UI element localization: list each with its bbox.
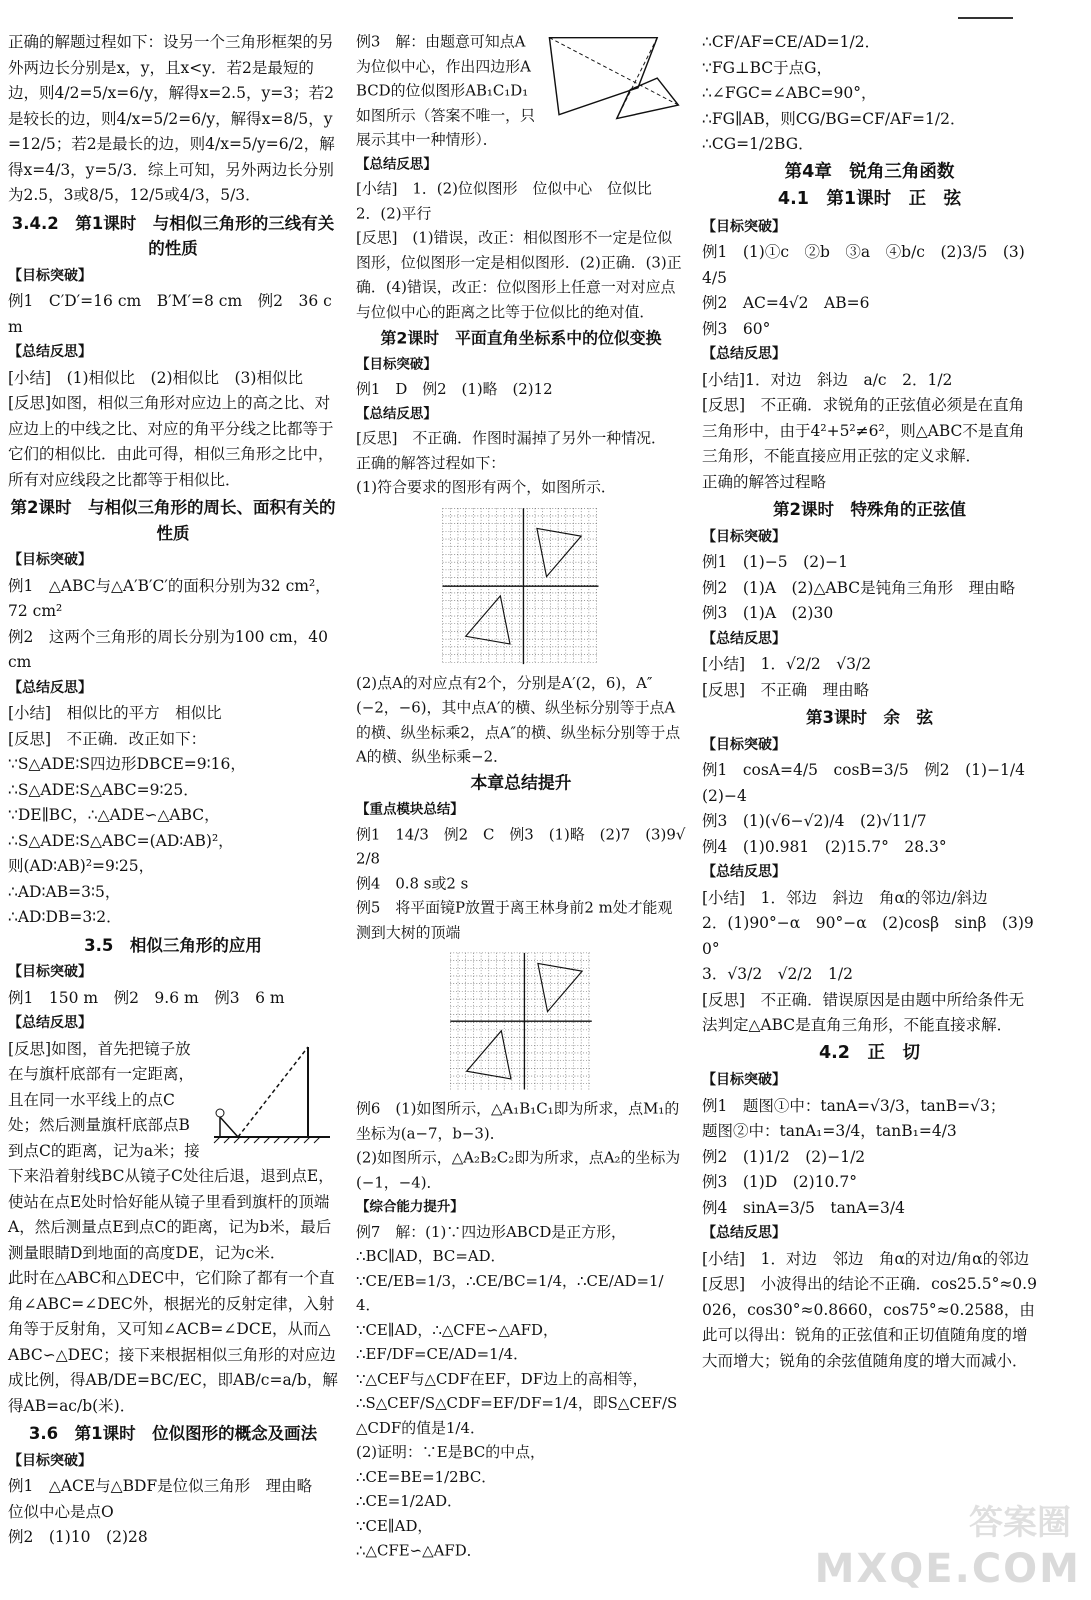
col2-text-line: ∴CE=1/2AD． [356, 1492, 462, 1511]
col1-text-line: [反思]如图，首先把镜子放在与旗杆底部有一定距离，且在同一水平线上的点C处；然后测量旗杆底部点B到点C的距离，记为a米；接下来沿着射线BC从镜子C处往后退，退到点E，使站在点E处时恰好能从镜子里看到旗杆的顶端A，然后测量点E到点C的距离，记为b米，最后测量眼睛D到地面的高度DE，记为c米． [8, 1039, 334, 1262]
col2-section-tag: 【综合能力提升】 [356, 1199, 464, 1215]
col3-text-line: ∴CG=1/2BG． [702, 135, 814, 153]
col3-text-line: [小结] 1．√2/2 √3/2 [702, 655, 872, 673]
col2-text-line: 例6 (1)如图所示，△A₁B₁C₁即为所求，点M₁的坐标为(a−7，b−3)． [356, 1100, 680, 1142]
col2-text-line: (1)符合要求的图形有两个，如图所示． [356, 478, 616, 496]
col1-text-line: [小结] 相似比的平方 相似比 [8, 704, 222, 722]
col3-text-line: 例1 cosA=4/5 cosB=3/5 例2 (1)−1/4 (2)−4 [702, 761, 1041, 805]
top-rule [958, 17, 1013, 19]
col3-section-tag: 【总结反思】 [702, 864, 786, 880]
col3-text-line: ∴CF/AF=CE/AD=1/2． [702, 33, 881, 51]
col3-text-line: 例2 (1)1/2 (2)−1/2 [702, 1147, 866, 1166]
col3-text-line: 例2 (1)A (2)△ABC是钝角三角形 理由略 [702, 578, 1016, 597]
col2-text-line: (2)如图所示，△A₂B₂C₂即为所求，点A₂的坐标为(−1，−4)． [356, 1149, 681, 1192]
col2-text-line: 例1 D 例2 (1)略 (2)12 [356, 380, 553, 398]
col1-text-line: ∴AD∶DB=3∶2． [8, 908, 122, 926]
col1-heading: 第2课时 与相似三角形的周长、面积有关的性质 [10, 498, 336, 543]
col2-section-tag: 【总结反思】 [356, 156, 437, 172]
col1-text-line: ∴AD∶AB=3∶5， [8, 882, 121, 901]
col3-section-tag: 【总结反思】 [702, 630, 786, 647]
col2-text-line: [小结] 1．(2)位似图形 位似中心 位似比 [356, 180, 652, 198]
column-1 [8, 30, 338, 1551]
col3-text-line: [反思] 不正确．错误原因是由题中所给条件无法判定△ABC是直角三角形，不能直接求解． [702, 990, 1025, 1034]
col2-section-tag: 【重点模块总结】 [356, 801, 464, 818]
col2-heading: 本章总结提升 [470, 773, 572, 793]
col1-text-line: 位似中心是点O [8, 1502, 114, 1521]
col3-section-tag: 【目标突破】 [702, 528, 786, 545]
col3-text-line: 例3 60° [702, 319, 771, 338]
col1-text-line: 例1 △ABC与△A′B′C′的面积分别为32 cm²，72 cm² [8, 576, 331, 620]
col1-section-tag: 【总结反思】 [8, 679, 92, 696]
col3-text-line: 例3 (1)A (2)30 [702, 604, 834, 622]
col1-section-tag: 【目标突破】 [8, 267, 92, 284]
col2-text-line: ∵CE∥AD，∴△CFE∽△AFD， [356, 1320, 558, 1339]
col1-text-line: ∵DE∥BC，∴△ADE∽△ABC， [8, 806, 220, 824]
col2-text-line: ∴△CFE∽△AFD． [356, 1541, 482, 1560]
col2-text-line: 正确的解答过程如下： [356, 453, 506, 472]
col3-text-line: 3．√3/2 √2/2 1/2 [702, 965, 853, 983]
col3-text-line: ∵FG⊥BC于点G， [702, 58, 832, 77]
col2-text-line: ∴CE=BE=1/2BC． [356, 1468, 497, 1486]
col3-heading: 4.1 第1课时 正 弦 [777, 189, 962, 209]
col3-section-tag: 【目标突破】 [702, 736, 786, 753]
watermark-cn: 答案圈 [969, 1503, 1071, 1543]
col2-text-line: [反思] 不正确．作图时漏掉了另外一种情况． [356, 429, 666, 447]
col3-text-line: 例2 AC=4√2 AB=6 [702, 294, 870, 312]
watermark: MXQE.COM [814, 1546, 1081, 1592]
col3-heading: 第3课时 余 弦 [806, 708, 933, 727]
col2-text-line: ∵△CEF与△CDF在EF，DF边上的高相等， [356, 1370, 648, 1388]
col3-text-line: [小结] 1．邻边 斜边 角α的邻边/斜边 [702, 888, 988, 907]
col1-heading: 3.6 第1课时 位似图形的概念及画法 [28, 1424, 318, 1443]
col1-text-line: 此时在△ABC和△DEC中，它们除了都有一个直角∠ABC=∠DEC外，根据光的反射定律，入射角等于反射角，又可知∠ACB=∠DCE，从而△ABC∽△DEC；接下来根据相似三角形的对应边成比例，得AB/DE=BC/EC，即AB/c=a/b，解得AB=ac/b(米)． [8, 1269, 338, 1415]
col1-section-tag: 【总结反思】 [8, 344, 92, 360]
col1-text-line: 例2 这两个三角形的周长分别为100 cm，40 cm [8, 627, 328, 671]
col1-text-line: [反思] 不正确．改正如下： [8, 729, 207, 748]
col2-text-line: ∵CE/EB=1/3，∴CE/BC=1/4，∴CE/AD=1/4． [356, 1271, 664, 1314]
coordinate-grid-1 [439, 504, 603, 668]
col1-text-line: ∵S△ADE∶S四边形DBCE=9∶16， [8, 755, 246, 773]
col1-text-line: 例1 △ACE与△BDF是位似三角形 理由略 [8, 1477, 313, 1495]
col2-text-line: 例7 解：(1)∵四边形ABCD是正方形， [356, 1222, 626, 1241]
col3-text-line: 例1 (1)①c ②b ③a ④b/c (2)3/5 (3)4/5 [702, 243, 1025, 287]
col3-section-tag: 【总结反思】 [702, 346, 786, 362]
col1-heading: 3.5 相似三角形的应用 [84, 935, 262, 955]
col3-text-line: 例1 题图①中：tanA=√3/3，tanB=√3； [702, 1096, 1006, 1115]
col2-text-line: ∵CE∥AD， [356, 1517, 433, 1535]
col1-text-line: 例1 C′D′=16 cm B′M′=8 cm 例2 36 cm [8, 292, 332, 336]
col3-text-line: 例1 (1)−5 (2)−1 [702, 553, 848, 571]
col2-section-tag: 【总结反思】 [356, 405, 437, 422]
col2-text-line: 例1 14/3 例2 C 例3 (1)略 (2)7 (3)9√2/8 [356, 825, 686, 868]
col3-text-line: [反思] 小波得出的结论不正确．cos25.5°≈0.9026，cos30°≈0.8660，cos75°≈0.2588，由此可以得出：锐角的正弦值和正切值随角度的增大而增大；锐角的余弦值随角度的增大而减小． [702, 1275, 1037, 1370]
col3-text-line: ∴FG∥AB，则CG/BG=CF/AF=1/2． [702, 109, 966, 128]
col3-text-line: [小结]1．对边 斜边 a/c 2．1/2 [702, 370, 953, 389]
col3-text-line: [反思] 不正确．求锐角的正弦值必须是在直角三角形中，由于4²+5²≠6²，则△ABC不是直角三角形，不能直接应用正弦的定义求解． [702, 396, 1025, 465]
col3-heading: 4.2 正 切 [818, 1042, 920, 1063]
col3-section-tag: 【目标突破】 [702, 218, 786, 235]
col2-text-line: ∴S△CEF/S△CDF=EF/DF=1/4，即S△CEF/S△CDF的值是1/4． [356, 1394, 678, 1437]
col2-text-line: (2)证明：∵E是BC的中点， [356, 1443, 545, 1461]
col3-text-line: 例4 sinA=3/5 tanA=3/4 [702, 1198, 905, 1217]
col2-text-line: 2．(2)平行 [356, 204, 432, 222]
col1-text-line: 正确的解题过程如下：设另一个三角形框架的另外两边长分别是x，y，且x<y．若2是最短的边，则4/2=5/x=6/y，解得x=2.5，y=3；若2是较长的边，则4/x=5/2=6/y，解得x=8/5，y=12/5；若2是最长的边，则4/x=5/y=6/2，解得x=4/3，y=5/3．综上可知，另外两边长分别为2.5，3或8/5，12/5或4/3，5/3． [8, 33, 335, 204]
col2-text-line: ∴BC∥AD，BC=AD． [356, 1247, 506, 1265]
col3-text-line: 正确的解答过程略 [702, 472, 827, 491]
col1-text-line: 例2 (1)10 (2)28 [8, 1528, 148, 1546]
col2-text-line: 例4 0.8 s或2 s [356, 874, 469, 892]
column-3 [702, 30, 1041, 1374]
col3-text-line: [反思] 不正确 理由略 [702, 680, 870, 699]
col1-text-line: 则(AD∶AB)²=9∶25， [8, 857, 155, 875]
col1-text-line: ∴S△ADE∶S△ABC=9∶25． [8, 780, 199, 799]
col1-text-line: ∴S△ADE∶S△ABC=(AD∶AB)²， [8, 831, 234, 850]
col3-text-line: [小结] 1．对边 邻边 角α的对边/角α的邻边 [702, 1249, 1030, 1268]
col3-text-line: 2．(1)90°−α 90°−α (2)cosβ sinβ (3)90° [702, 914, 1034, 958]
col1-section-tag: 【目标突破】 [8, 1452, 92, 1469]
col3-text-line: 题图②中：tanA₁=3/4，tanB₁=4/3 [702, 1122, 957, 1140]
coordinate-grid-2 [446, 949, 595, 1093]
col1-text-line: [小结] (1)相似比 (2)相似比 (3)相似比 [8, 368, 303, 387]
col2-section-tag: 【目标突破】 [356, 356, 437, 373]
homothety-figure [542, 30, 686, 126]
col2-text-line: ∴EF/DF=CE/AD=1/4． [356, 1345, 529, 1363]
col3-text-line: 例3 (1)(√6−√2)/4 (2)√11/7 [702, 812, 927, 830]
col1-section-tag: 【总结反思】 [8, 1015, 92, 1031]
col2-text-line: [反思] (1)错误，改正：相似图形不一定是位似图形，位似图形一定是相似图形．(2)正确．(3)正确．(4)错误，改正：位似图形上任意一对对应点与位似中心的距离之比等于位似比的绝对值． [356, 229, 682, 321]
col3-section-tag: 【目标突破】 [702, 1072, 786, 1088]
col1-section-tag: 【目标突破】 [8, 964, 92, 980]
col3-text-line: 例4 (1)0.981 (2)15.7° 28.3° [702, 837, 947, 856]
col1-text-line: 例1 150 m 例2 9.6 m 例3 6 m [8, 988, 285, 1007]
mirror-diagram [208, 1037, 338, 1157]
col2-text-line: (2)点A的对应点有2个，分别是A′(2，6)，A″(−2，−6)，其中点A′的横、纵坐标分别等于点A的横、纵坐标乘2，点A″的横、纵坐标分别等于点A的横、纵坐标乘−2． [356, 674, 681, 766]
col1-section-tag: 【目标突破】 [8, 552, 92, 568]
column-2 [356, 30, 686, 1563]
col1-heading: 3.4.2 第1课时 与相似三角形的三线有关的性质 [11, 213, 335, 258]
col1-text-line: [反思]如图，相似三角形对应边上的高之比、对应边上的中线之比、对应的角平分线之比都等于它们的相似比．由此可得，相似三角形之比中，所有对应线段之比都等于相似比． [8, 394, 334, 489]
col3-text-line: ∴∠FGC=∠ABC=90°， [702, 84, 877, 102]
col2-text-line: 例3 解：由题意可知点A为位似中心，作出四边形ABCD的位似图形AB₁C₁D₁如图所示（答案不唯一，只展示其中一种情形）． [356, 32, 536, 149]
col3-text-line: 例3 (1)D (2)10.7° [702, 1173, 857, 1191]
col3-section-tag: 【总结反思】 [702, 1225, 786, 1241]
col3-heading: 第2课时 特殊角的正弦值 [773, 500, 966, 519]
col2-text-line: 例5 将平面镜P放置于离王林身前2 m处才能观测到大树的顶端 [356, 898, 673, 941]
col2-heading: 第2课时 平面直角坐标系中的位似变换 [380, 329, 662, 348]
col3-heading: 第4章 锐角三角函数 [784, 161, 955, 182]
